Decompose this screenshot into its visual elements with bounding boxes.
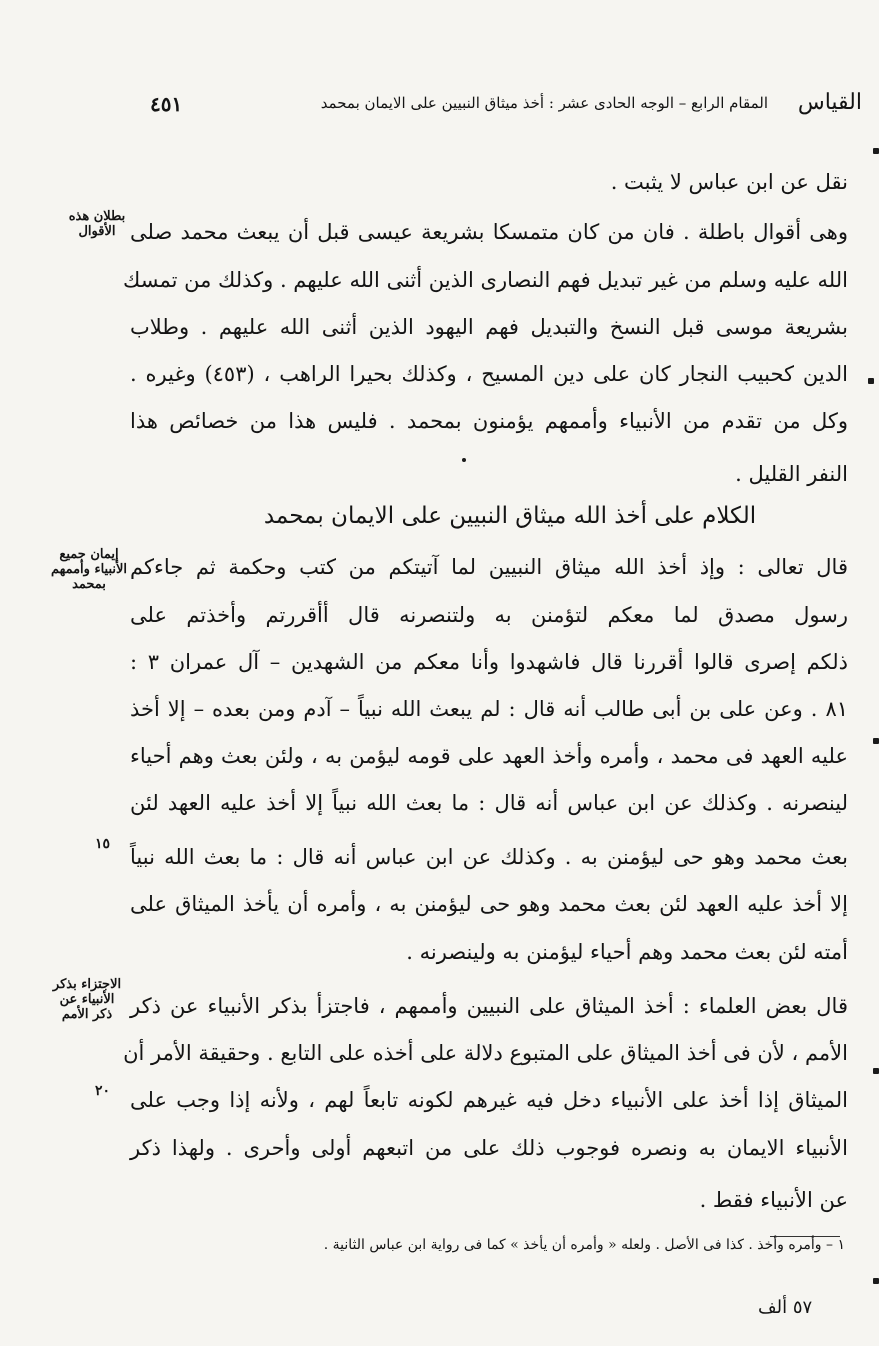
text-line: وكل من تقدم من الأنبياء وأممهم يؤمنون بمحمد . فليس هذا من خصائص هذا bbox=[130, 409, 848, 433]
text-line: النفر القليل . bbox=[735, 462, 848, 486]
text-line: قال بعض العلماء : أخذ الميثاق على النبيين وأممهم ، فاجتزأ بذكر الأنبياء عن ذكر bbox=[130, 994, 848, 1018]
scan-mark bbox=[873, 148, 879, 154]
signature-mark: ٥٧ ألف bbox=[758, 1297, 813, 1318]
footnote: ١ – وأمره وأخذ . كذا فى الأصل . ولعله « وأمره أن يأخذ » كما فى رواية ابن عباس الثانية . bbox=[323, 1237, 845, 1253]
scan-mark bbox=[873, 1068, 879, 1074]
text-line: الله عليه وسلم من غير تبديل فهم النصارى الذين أثنى الله عليهم . وكذلك من تمسك bbox=[123, 268, 848, 292]
text-line: عليه العهد فى محمد ، وأمره وأخذ العهد على قومه ليؤمن به ، ولئن بعث وهم أحياء bbox=[130, 744, 848, 768]
text-line: نقل عن ابن عباس لا يثبت . bbox=[610, 170, 848, 194]
line-number: ٢٠ bbox=[95, 1083, 111, 1099]
text-line: الأمم ، لأن فى أخذ الميثاق على المتبوع دلالة على أخذه على التابع . وحقيقة الأمر أن bbox=[123, 1041, 848, 1065]
margin-note: الاجتزاء بذكر الأنبياء عن ذكر الأمم bbox=[52, 977, 122, 1022]
text-line: رسول مصدق لما معكم لتؤمنن به ولتنصرنه قال أأقررتم وأخذتم على bbox=[130, 603, 848, 627]
scan-mark bbox=[868, 378, 874, 384]
ink-dot bbox=[462, 458, 466, 462]
text-line: ذلكم إصرى قالوا أقررنا قال فاشهدوا وأنا معكم من الشهدين – آل عمران ٣ : bbox=[130, 650, 848, 674]
text-line: الدين كحبيب النجار كان على دين المسيح ، وكذلك بحيرا الراهب ، (٤٥٣) وغيره . bbox=[130, 362, 848, 386]
margin-note: بطلان هذه الأقوال bbox=[68, 209, 126, 239]
line-number: ١٥ bbox=[95, 836, 111, 852]
text-line: أمته لئن بعث محمد وهم أحياء ليؤمنن به ولينصرنه . bbox=[406, 940, 848, 964]
section-heading: الكلام على أخذ الله ميثاق النبيين على الايمان بمحمد bbox=[263, 503, 757, 529]
text-line: وهى أقوال باطلة . فان من كان متمسكا بشريعة عيسى قبل أن يبعث محمد صلى bbox=[130, 220, 848, 244]
text-line: الميثاق إذا أخذ على الأنبياء دخل فيه غيرهم لكونه تابعاً لهم ، ولأنه إذا وجب على bbox=[130, 1088, 848, 1112]
text-line: لينصرنه . وكذلك عن ابن عباس أنه قال : ما بعث الله نبياً إلا أخذ عليه العهد لئن bbox=[130, 791, 848, 815]
page-number: ٤٥١ bbox=[150, 92, 183, 116]
header-section-title: المقام الرابع – الوجه الحادى عشر : أخذ ميثاق النبيين على الايمان بمحمد bbox=[320, 94, 768, 112]
text-line: بعث محمد وهو حى ليؤمنن به . وكذلك عن ابن عباس أنه قال : ما بعث الله نبياً bbox=[130, 845, 848, 869]
text-line: بشريعة موسى قبل النسخ والتبديل فهم اليهود الذين أثنى الله عليهم . وطلاب bbox=[130, 315, 848, 339]
text-line: إلا أخذ عليه العهد لئن بعث محمد وهو حى ليؤمنن به ، وأمره أن يأخذ الميثاق على bbox=[130, 892, 848, 916]
header-book-title: القياس bbox=[797, 90, 862, 115]
scan-mark bbox=[873, 738, 879, 744]
margin-note: إيمان جميع الأنبياء وأممهم بمحمد bbox=[50, 547, 128, 592]
scan-mark bbox=[873, 1278, 879, 1284]
body-text bbox=[123, 0, 848, 1346]
text-line: عن الأنبياء فقط . bbox=[699, 1188, 848, 1212]
text-line: قال تعالى : وإذ أخذ الله ميثاق النبيين لما آتيتكم من كتب وحكمة ثم جاءكم bbox=[130, 555, 848, 579]
text-line: ٨١ . وعن على بن أبى طالب أنه قال : لم يبعث الله نبياً – آدم ومن بعده – إلا أخذ bbox=[130, 697, 848, 721]
text-line: الأنبياء الايمان به ونصره فوجوب ذلك على من اتبعهم أولى وأحرى . ولهذا ذكر bbox=[130, 1136, 848, 1160]
